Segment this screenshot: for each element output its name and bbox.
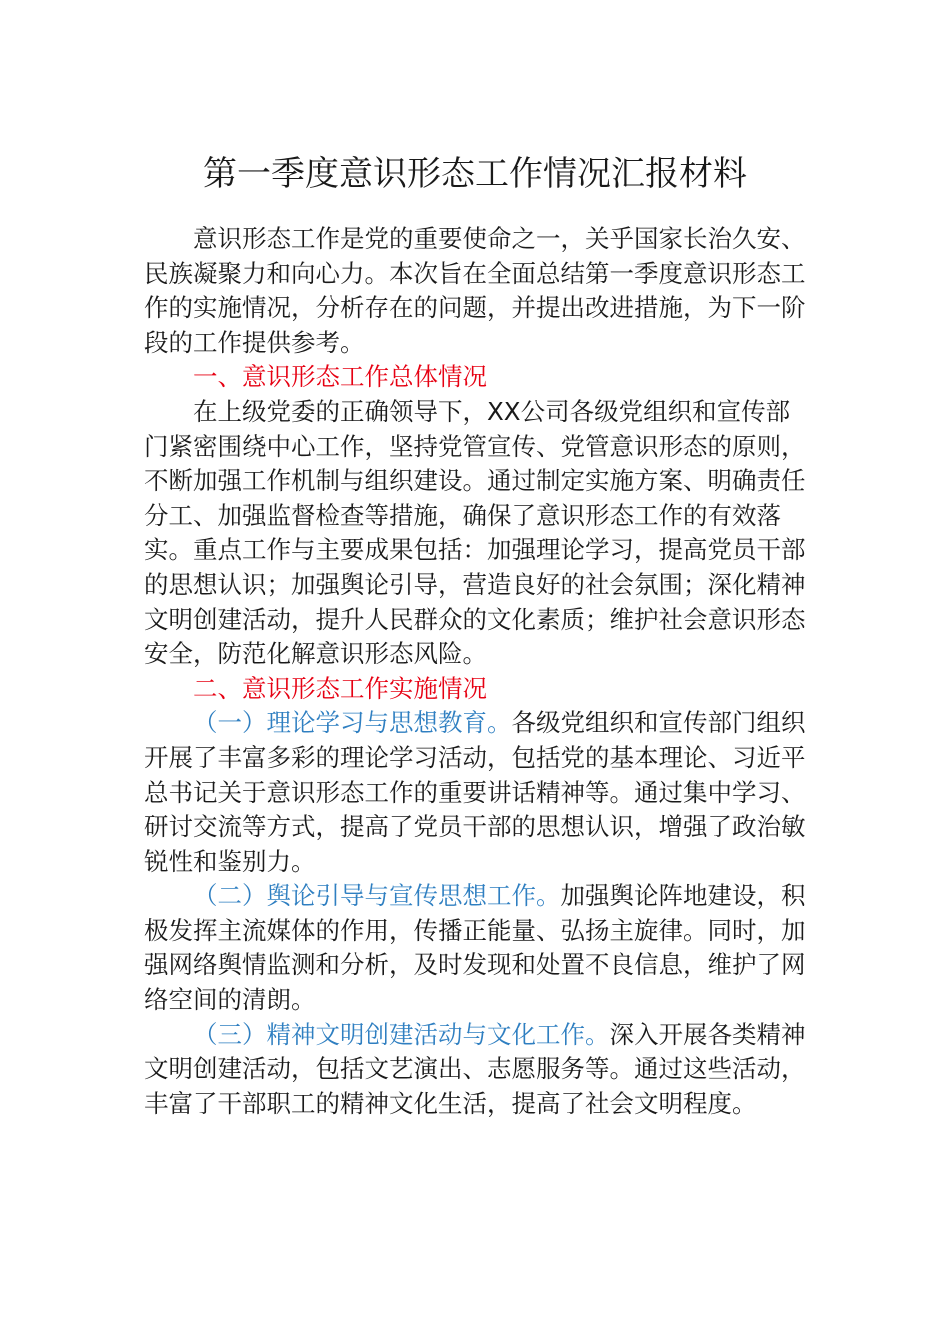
subsection-3-body: 深入开展各类精神文明创建活动，包括文艺演出、志愿服务等。通过这些活动，丰富了干部职工的精神文化生活，提高了社会文明程度。 [144,1019,806,1118]
document-title: 第一季度意识形态工作情况汇报材料 [203,154,747,194]
intro-paragraph: 意识形态工作是党的重要使命之一，关乎国家长治久安、民族凝聚力和向心力。本次旨在全面总结第一季度意识形态工作的实施情况，分析存在的问题，并提出改进措施，为下一阶段的工作提供参考。 [144,224,806,357]
section-1-heading: 一、意识形态工作总体情况 [193,362,487,392]
subsection-1-body: 各级党组织和宣传部门组织开展了丰富多彩的理论学习活动，包括党的基本理论、习近平总书记关于意识形态工作的重要讲话精神等。通过集中学习、研讨交流等方式，提高了党员干部的思想认识，增强了政治敏锐性和鉴别力。 [144,708,806,876]
section-1-paragraph: 在上级党委的正确领导下，XX公司各级党组织和宣传部门紧密围绕中心工作，坚持党管宣传、党管意识形态的原则，不断加强工作机制与组织建设。通过制定实施方案、明确责任分工、加强监督检查等措施，确保了意识形态工作的有效落实。重点工作与主要成果包括：加强理论学习，提高党员干部的思想认识；加强舆论引导，营造良好的社会氛围；深化精神文明创建活动，提升人民群众的文化素质；维护社会意识形态安全，防范化解意识形态风险。 [144,396,806,669]
subsection-2-body: 加强舆论阵地建设，积极发挥主流媒体的作用，传播正能量、弘扬主旋律。同时，加强网络舆情监测和分析，及时发现和处置不良信息，维护了网络空间的清朗。 [144,881,806,1015]
document-body [144,222,809,1121]
subsection-1-title: （一）理论学习与思想教育。 [193,708,512,738]
section-2-heading: 二、意识形态工作实施情况 [193,673,487,703]
subsection-2-title: （二）舆论引导与宣传思想工作。 [193,881,561,911]
subsection-3-title: （三）精神文明创建活动与文化工作。 [193,1019,610,1049]
subsection-1-paragraph [144,706,809,879]
subsection-2-paragraph [144,879,809,1017]
subsection-3-paragraph [144,1018,809,1122]
